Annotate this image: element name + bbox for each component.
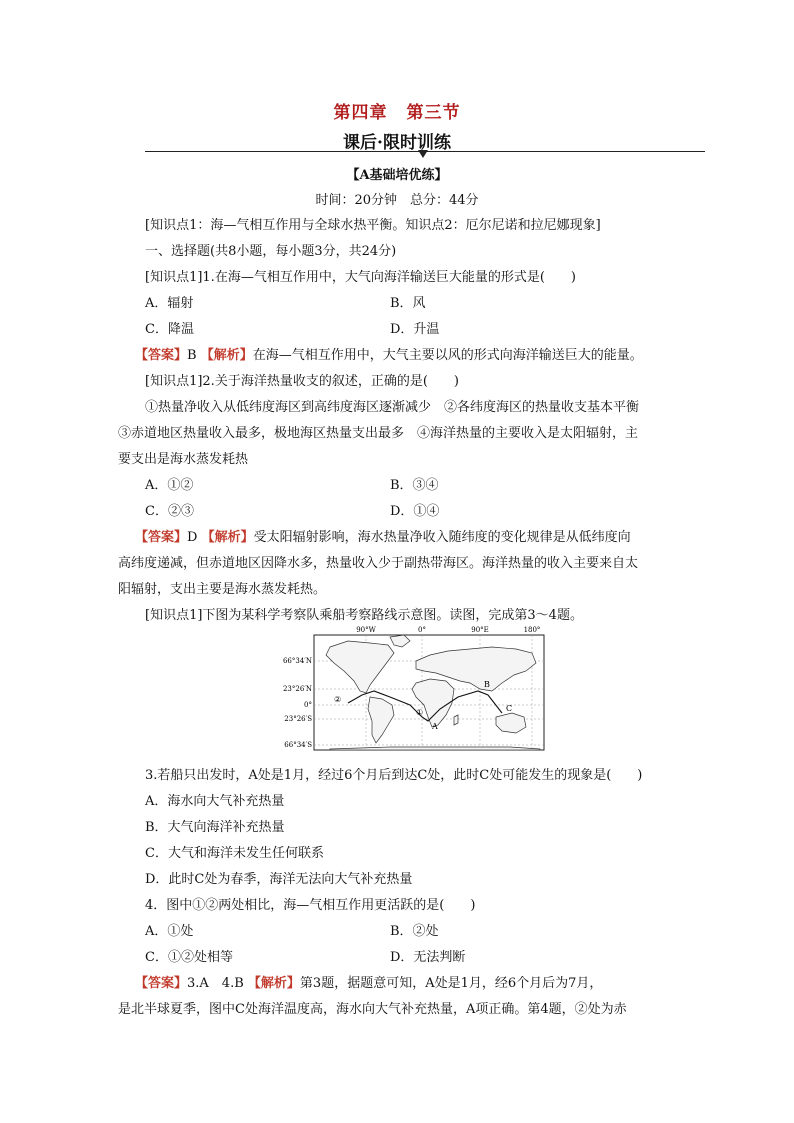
answer-value: 3.A 4.B [187, 976, 244, 991]
q3-option-b: B．大气向海洋补充热量 [145, 820, 285, 835]
answer-label: 【答案】 [135, 976, 188, 991]
time-score: 时间：20分钟 总分：44分 [315, 193, 479, 208]
explain-label: 【解析】 [200, 348, 253, 363]
q3-option-a: A．海水向大气补充热量 [145, 794, 285, 809]
page-subtitle: 课后·限时训练 [343, 133, 451, 153]
lat-label: 66°34′N [282, 657, 312, 665]
q4-option-c: C．①②处相等 [145, 950, 233, 965]
q2-explain-line3: 阳辐射，支出主要是海水蒸发耗热。 [118, 582, 327, 597]
lat-label: 23°26′S [284, 715, 312, 723]
lon-label: 90°E [471, 626, 489, 634]
q2-answer [135, 530, 631, 546]
chapter-title [0, 98, 794, 123]
answer-value: B [187, 348, 197, 363]
q3-option-c: C．大气和海洋未发生任何联系 [145, 846, 324, 861]
point-label-1: ① [416, 708, 424, 717]
madagascar [454, 715, 458, 725]
q4-option-b: B．②处 [390, 924, 439, 939]
lon-label: 90°W [356, 626, 376, 634]
answer-value: D [187, 530, 198, 545]
q2-option-d: D．①④ [390, 504, 440, 519]
q3-4-intro: [知识点1]下图为某科学考察队乘船考察路线示意图。读图，完成第3～4题。 [145, 608, 583, 623]
section-label: 第三节 [406, 103, 461, 123]
q4-option-d: D．无法判断 [390, 950, 466, 965]
lat-label: 0° [304, 701, 312, 709]
explain-label: 【解析】 [247, 976, 300, 991]
q2-option-b: B．③④ [390, 478, 439, 493]
q1-option-d: D．升温 [390, 322, 440, 337]
lat-label: 66°34′S [284, 741, 312, 749]
explain-text: 在海—气相互作用中，大气主要以风的形式向海洋输送巨大的能量。 [252, 348, 643, 363]
q2-explain-line2: 高纬度递减，但赤道地区因降水多，热量收入少于副热带海区。海洋热量的收入主要来自太 [118, 556, 639, 571]
q1-stem: [知识点1]1.在海—气相互作用中，大气向海洋输送巨大能量的形式是( ) [145, 270, 576, 285]
q2-stem: [知识点1]2.关于海洋热量收支的叙述，正确的是( ) [145, 374, 459, 389]
q2-statement-line2: ③赤道地区热量收入最多，极地海区热量支出最多 ④海洋热量的主要收入是太阳辐射，主 [118, 426, 639, 441]
route-map-figure [270, 625, 560, 755]
q2-statement-line3: 要支出是海水蒸发耗热 [118, 452, 249, 467]
header-arrow-icon [418, 150, 428, 158]
q3-4-explain-line2: 是北半球夏季，图中C处海洋温度高，海水向大气补充热量，A项正确。第4题，②处为赤 [118, 1002, 627, 1017]
chapter-label: 第四章 [333, 103, 388, 123]
q3-stem: 3.若船只出发时，A处是1月，经过6个月后到达C处，此时C处可能发生的现象是( ) [145, 768, 643, 783]
q2-option-c: C．②③ [145, 504, 194, 519]
explain-label: 【解析】 [201, 530, 254, 545]
q1-option-b: B．风 [390, 296, 426, 311]
q1-option-a: A．辐射 [145, 296, 194, 311]
knowledge-points: [知识点1：海—气相互作用与全球水热平衡。知识点2：厄尔尼诺和拉尼娜现象] [145, 218, 601, 233]
lon-label: 0° [418, 626, 426, 634]
q3-4-answer [135, 976, 602, 992]
section-heading: 一、选择题(共8小题，每小题3分，共24分) [145, 244, 397, 259]
group-title: 【A基础培优练】 [346, 168, 448, 183]
q2-option-a: A．①② [145, 478, 194, 493]
lon-label: 180° [523, 626, 541, 634]
answer-label: 【答案】 [135, 348, 188, 363]
q4-stem: 4．图中①②两处相比，海—气相互作用更活跃的是( ) [145, 898, 476, 913]
answer-label: 【答案】 [135, 530, 188, 545]
q3-option-d: D．此时C处为春季，海洋无法向大气补充热量 [145, 872, 413, 887]
lat-label: 23°26′N [282, 685, 312, 693]
q1-option-c: C．降温 [145, 322, 194, 337]
explain-text: 受太阳辐射影响，海水热量净收入随纬度的变化规律是从低纬度向 [253, 530, 631, 545]
point-label-b: B [484, 680, 490, 689]
point-label-c: C [506, 704, 513, 713]
point-label-a: A [432, 722, 438, 731]
point-label-2: ② [334, 695, 342, 704]
q1-answer [135, 348, 643, 364]
q4-option-a: A．①处 [145, 924, 194, 939]
explain-text: 第3题，据题意可知，A处是1月，经6个月后为7月， [299, 976, 603, 991]
q2-statement-line1: ①热量净收入从低纬度海区到高纬度海区逐渐减少 ②各纬度海区的热量收支基本平衡 [145, 400, 640, 415]
route-map [270, 625, 560, 755]
